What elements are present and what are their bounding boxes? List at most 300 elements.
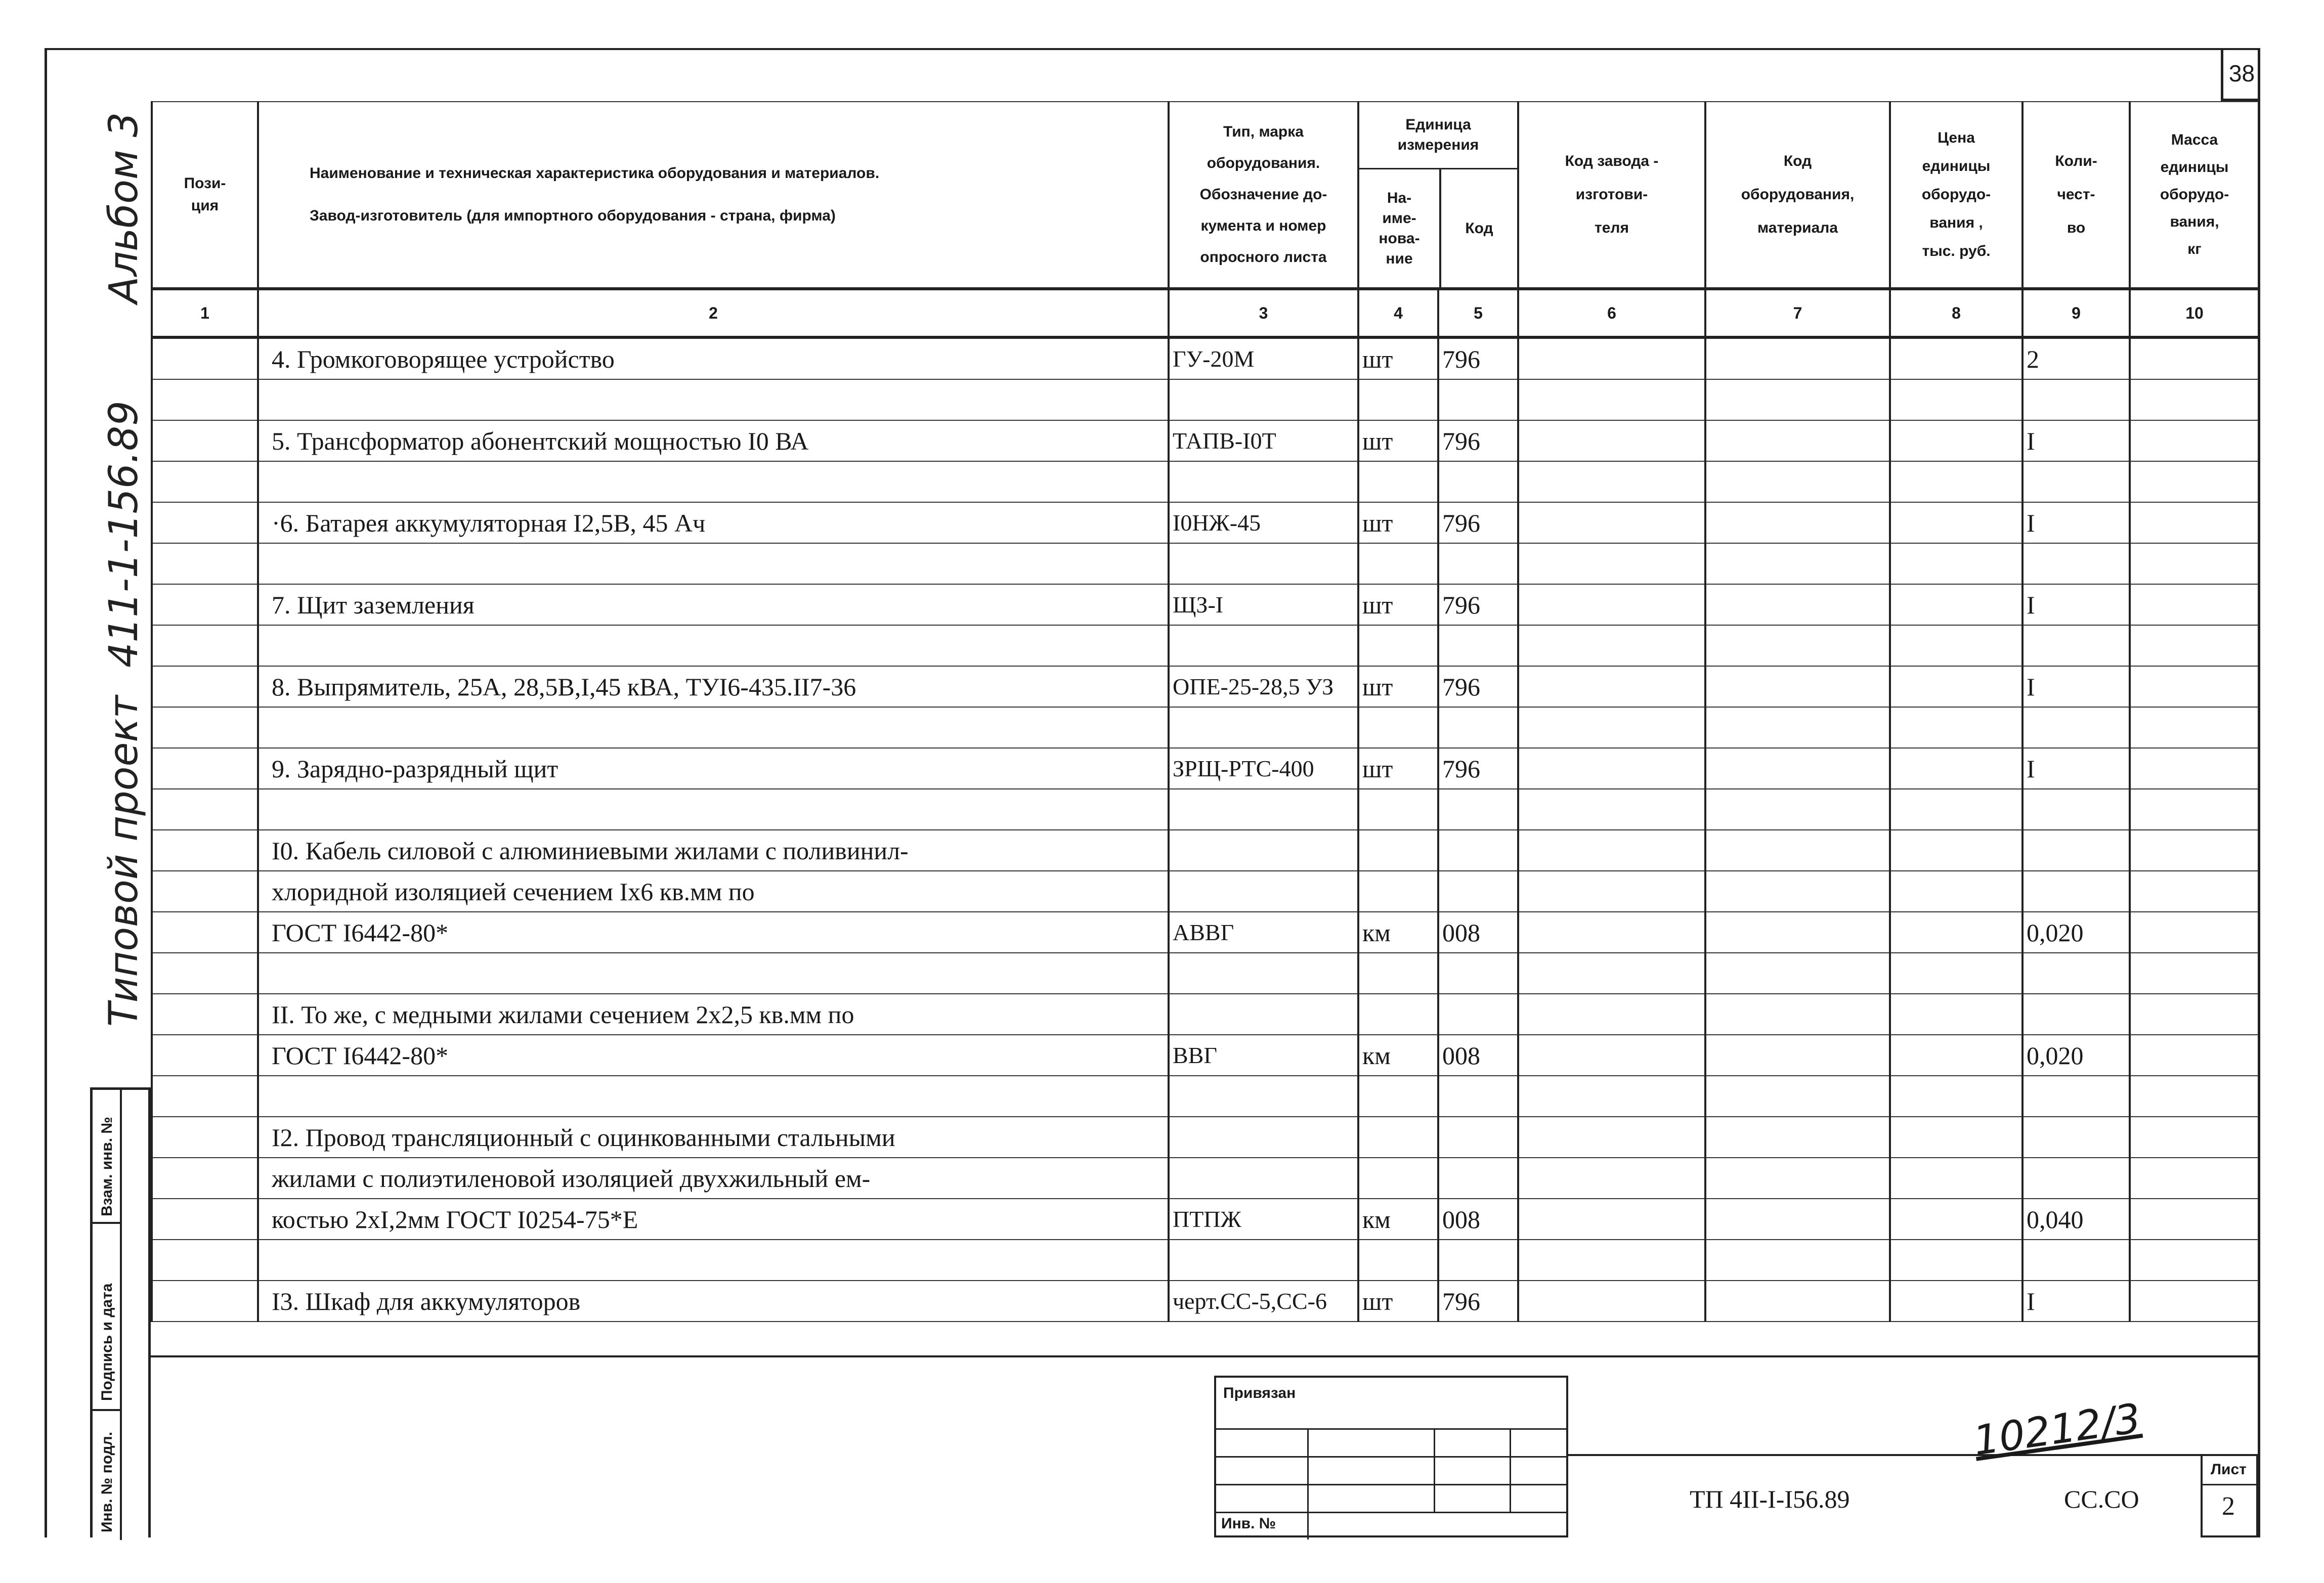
table-row	[152, 789, 2259, 830]
cell-unit: шт	[1358, 337, 1438, 379]
cell-qty	[2022, 379, 2130, 420]
col-number: 10	[2130, 289, 2259, 337]
cell-type: черт.СС-5,СС-6	[1169, 1281, 1358, 1322]
cell-name: ГОСТ I6442-80*	[258, 1035, 1169, 1076]
grid-line	[1510, 1428, 1511, 1512]
typical-project-title: Типовой проект	[101, 695, 147, 1027]
cell-pos	[152, 1076, 258, 1117]
cell-name: 4. Громкоговорящее устройство	[258, 337, 1169, 379]
cell-pos	[152, 830, 258, 871]
cell-plant	[1518, 543, 1705, 584]
cell-qty: 0,020	[2022, 1035, 2130, 1076]
header-unit-name: На- име- нова- ние	[1359, 169, 1441, 287]
cell-qty	[2022, 994, 2130, 1035]
privyazan-block	[1214, 1376, 1568, 1537]
table-row	[152, 502, 2259, 543]
cell-unit: шт	[1358, 748, 1438, 789]
cell-plant	[1518, 1199, 1705, 1240]
cell-code	[1438, 1076, 1518, 1117]
cell-unit	[1358, 1240, 1438, 1281]
cell-equip	[1705, 1240, 1890, 1281]
cell-pos	[152, 912, 258, 953]
cell-plant	[1518, 420, 1705, 461]
stamp-sign-date-label: Подпись и дата	[99, 1283, 115, 1401]
cell-code: 796	[1438, 584, 1518, 625]
column-numbers-row	[152, 289, 2259, 337]
cell-unit	[1358, 461, 1438, 502]
cell-code	[1438, 789, 1518, 830]
cell-plant	[1518, 502, 1705, 543]
col-number: 7	[1705, 289, 1890, 337]
cell-equip	[1705, 625, 1890, 666]
cell-type	[1169, 830, 1358, 871]
cell-qty	[2022, 1076, 2130, 1117]
cell-price	[1890, 830, 2022, 871]
cell-mass	[2130, 1281, 2259, 1322]
cell-unit: шт	[1358, 502, 1438, 543]
cell-name: II. То же, с медными жилами сечением 2х2,5 кв.мм по	[258, 994, 1169, 1035]
cell-plant	[1518, 584, 1705, 625]
cell-name: 8. Выпрямитель, 25А, 28,5В,I,45 кВА, ТУI6-435.II7-36	[258, 666, 1169, 707]
cell-qty	[2022, 1117, 2130, 1158]
header-quantity: Коли- чест- во	[2022, 102, 2130, 289]
stamp-strip	[90, 1087, 151, 1537]
grid-line	[1216, 1456, 1566, 1458]
cell-unit	[1358, 871, 1438, 912]
cell-unit	[1358, 543, 1438, 584]
cell-equip	[1705, 748, 1890, 789]
table-row	[152, 1240, 2259, 1281]
cell-code	[1438, 379, 1518, 420]
table-row	[152, 830, 2259, 871]
header-position: Пози- ция	[152, 102, 258, 289]
table-row	[152, 379, 2259, 420]
cell-type: ЩЗ-I	[1169, 584, 1358, 625]
cell-mass	[2130, 502, 2259, 543]
cell-name	[258, 379, 1169, 420]
cell-mass	[2130, 1035, 2259, 1076]
cell-code	[1438, 871, 1518, 912]
cell-pos	[152, 584, 258, 625]
table-row	[152, 543, 2259, 584]
col-number: 9	[2022, 289, 2130, 337]
cell-price	[1890, 337, 2022, 379]
cell-qty: I	[2022, 502, 2130, 543]
cell-name: I2. Провод трансляционный с оцинкованными стальными	[258, 1117, 1169, 1158]
cell-plant	[1518, 830, 1705, 871]
cell-price	[1890, 502, 2022, 543]
table-row	[152, 707, 2259, 748]
cell-code: 796	[1438, 666, 1518, 707]
cell-pos	[152, 953, 258, 994]
header-unit	[1358, 102, 1518, 289]
cell-type	[1169, 379, 1358, 420]
cell-name: ·6. Батарея аккумуляторная I2,5В, 45 Ач	[258, 502, 1169, 543]
cell-name	[258, 625, 1169, 666]
table-body	[152, 337, 2259, 1322]
cell-type: ГУ-20М	[1169, 337, 1358, 379]
sheet-box	[2201, 1454, 2258, 1537]
document-code: ТП 4II-I-I56.89	[1690, 1485, 1850, 1513]
table-row	[152, 1281, 2259, 1322]
cell-qty	[2022, 543, 2130, 584]
cell-qty	[2022, 789, 2130, 830]
cell-price	[1890, 1158, 2022, 1199]
cell-plant	[1518, 871, 1705, 912]
cell-pos	[152, 337, 258, 379]
cell-unit: км	[1358, 1199, 1438, 1240]
table-row	[152, 1158, 2259, 1199]
cell-equip	[1705, 337, 1890, 379]
cell-qty: 2	[2022, 337, 2130, 379]
cell-type	[1169, 461, 1358, 502]
cell-mass	[2130, 584, 2259, 625]
cell-code: 796	[1438, 337, 1518, 379]
cell-equip	[1705, 420, 1890, 461]
cell-name: ГОСТ I6442-80*	[258, 912, 1169, 953]
table-row	[152, 666, 2259, 707]
cell-pos	[152, 502, 258, 543]
table-bottom-line	[151, 1355, 2258, 1357]
table-row	[152, 420, 2259, 461]
table-row	[152, 1035, 2259, 1076]
table-row	[152, 584, 2259, 625]
grid-line	[1216, 1484, 1566, 1485]
cell-mass	[2130, 994, 2259, 1035]
header-equipment-code: Код оборудования, материала	[1705, 102, 1890, 289]
cell-qty: I	[2022, 666, 2130, 707]
cell-price	[1890, 379, 2022, 420]
cell-equip	[1705, 994, 1890, 1035]
cell-pos	[152, 461, 258, 502]
cell-name: костью 2хI,2мм ГОСТ I0254-75*Е	[258, 1199, 1169, 1240]
cell-pos	[152, 543, 258, 584]
cell-code	[1438, 707, 1518, 748]
cell-mass	[2130, 789, 2259, 830]
cell-mass	[2130, 1117, 2259, 1158]
cell-price	[1890, 707, 2022, 748]
cell-code	[1438, 625, 1518, 666]
cell-equip	[1705, 1199, 1890, 1240]
cell-qty	[2022, 1240, 2130, 1281]
table-row	[152, 337, 2259, 379]
grid-line	[1434, 1428, 1435, 1512]
cell-equip	[1705, 1117, 1890, 1158]
cell-pos	[152, 1035, 258, 1076]
specification-table	[151, 101, 2260, 1322]
cell-mass	[2130, 625, 2259, 666]
cell-unit	[1358, 625, 1438, 666]
cell-pos	[152, 1117, 258, 1158]
stamp-vzam-inv-label: Взам. инв. №	[99, 1117, 115, 1216]
cell-name	[258, 461, 1169, 502]
col-number: 5	[1438, 289, 1518, 337]
project-number: 411-1-156.89	[101, 401, 147, 668]
cell-price	[1890, 748, 2022, 789]
cell-price	[1890, 994, 2022, 1035]
corner-sheet-number: 38	[2221, 48, 2260, 101]
cell-price	[1890, 789, 2022, 830]
cell-equip	[1705, 871, 1890, 912]
cell-mass	[2130, 953, 2259, 994]
cell-code: 008	[1438, 1199, 1518, 1240]
cell-plant	[1518, 748, 1705, 789]
cell-plant	[1518, 1035, 1705, 1076]
col-number: 1	[152, 289, 258, 337]
cell-plant	[1518, 666, 1705, 707]
cell-plant	[1518, 1076, 1705, 1117]
cell-type: ТАПВ-I0Т	[1169, 420, 1358, 461]
cell-code: 796	[1438, 1281, 1518, 1322]
inv-no-label: Инв. №	[1221, 1515, 1276, 1532]
cell-qty: 0,020	[2022, 912, 2130, 953]
cell-type	[1169, 707, 1358, 748]
cell-plant	[1518, 994, 1705, 1035]
cell-code	[1438, 830, 1518, 871]
title-block-line	[1568, 1454, 2258, 1456]
cell-mass	[2130, 666, 2259, 707]
table-row	[152, 1117, 2259, 1158]
cell-pos	[152, 707, 258, 748]
table-row	[152, 461, 2259, 502]
cell-name: хлоридной изоляцией сечением Iх6 кв.мм по	[258, 871, 1169, 912]
cell-unit: шт	[1358, 666, 1438, 707]
cell-price	[1890, 1281, 2022, 1322]
grid-line	[2203, 1484, 2256, 1485]
album-title: Альбом 3	[101, 112, 147, 303]
header-type: Тип, марка оборудования. Обозначение до- кумента и номер опросного листа	[1169, 102, 1358, 289]
cell-price	[1890, 1076, 2022, 1117]
cell-price	[1890, 1199, 2022, 1240]
header-unit-code: Код	[1465, 219, 1493, 237]
cell-unit	[1358, 789, 1438, 830]
cell-name: I3. Шкаф для аккумуляторов	[258, 1281, 1169, 1322]
cell-plant	[1518, 1158, 1705, 1199]
table-header	[152, 102, 2259, 289]
cell-qty	[2022, 1158, 2130, 1199]
cell-qty: I	[2022, 584, 2130, 625]
table-row	[152, 1076, 2259, 1117]
cell-unit: шт	[1358, 1281, 1438, 1322]
cell-name	[258, 707, 1169, 748]
cell-code	[1438, 994, 1518, 1035]
cell-pos	[152, 789, 258, 830]
cell-type: ВВГ	[1169, 1035, 1358, 1076]
cell-name	[258, 1076, 1169, 1117]
cell-mass	[2130, 461, 2259, 502]
cell-equip	[1705, 1035, 1890, 1076]
cell-type	[1169, 543, 1358, 584]
sheet-label: Лист	[2211, 1461, 2247, 1478]
cell-type	[1169, 1076, 1358, 1117]
cell-code: 796	[1438, 502, 1518, 543]
cell-unit: шт	[1358, 420, 1438, 461]
cell-unit	[1358, 1076, 1438, 1117]
header-mass: Масса единицы оборудо- вания, кг	[2130, 102, 2259, 289]
cell-type	[1169, 1158, 1358, 1199]
cell-name: 7. Щит заземления	[258, 584, 1169, 625]
cell-code	[1438, 1117, 1518, 1158]
cell-mass	[2130, 748, 2259, 789]
cell-unit	[1358, 379, 1438, 420]
cell-qty	[2022, 461, 2130, 502]
privyazan-label: Привязан	[1223, 1385, 1296, 1401]
cell-equip	[1705, 789, 1890, 830]
cell-mass	[2130, 707, 2259, 748]
col-number: 2	[258, 289, 1169, 337]
cell-mass	[2130, 1240, 2259, 1281]
cell-plant	[1518, 1281, 1705, 1322]
table-row	[152, 994, 2259, 1035]
cell-equip	[1705, 379, 1890, 420]
cell-price	[1890, 666, 2022, 707]
grid-line	[1307, 1428, 1309, 1540]
cell-type: I0НЖ-45	[1169, 502, 1358, 543]
cell-type	[1169, 953, 1358, 994]
cell-qty	[2022, 953, 2130, 994]
table-row	[152, 912, 2259, 953]
cell-name: 9. Зарядно-разрядный щит	[258, 748, 1169, 789]
cell-unit	[1358, 707, 1438, 748]
cell-plant	[1518, 461, 1705, 502]
cell-plant	[1518, 1240, 1705, 1281]
cell-unit	[1358, 1158, 1438, 1199]
cell-equip	[1705, 1281, 1890, 1322]
cell-qty	[2022, 830, 2130, 871]
cell-unit	[1358, 830, 1438, 871]
cell-pos	[152, 379, 258, 420]
cell-equip	[1705, 543, 1890, 584]
cell-qty	[2022, 625, 2130, 666]
cell-pos	[152, 994, 258, 1035]
cell-code	[1438, 1240, 1518, 1281]
cell-qty: I	[2022, 748, 2130, 789]
stamp-inv-podl-label: Инв. № подл.	[99, 1431, 115, 1532]
cell-mass	[2130, 912, 2259, 953]
cell-price	[1890, 461, 2022, 502]
cell-code: 008	[1438, 1035, 1518, 1076]
cell-type: ПТПЖ	[1169, 1199, 1358, 1240]
table-row	[152, 1199, 2259, 1240]
cell-pos	[152, 871, 258, 912]
cell-code	[1438, 461, 1518, 502]
cell-pos	[152, 666, 258, 707]
cell-equip	[1705, 1076, 1890, 1117]
cell-pos	[152, 1240, 258, 1281]
cell-plant	[1518, 379, 1705, 420]
cell-mass	[2130, 871, 2259, 912]
cell-type	[1169, 1240, 1358, 1281]
cell-type	[1169, 789, 1358, 830]
cell-price	[1890, 543, 2022, 584]
cell-equip	[1705, 912, 1890, 953]
cell-mass	[2130, 1076, 2259, 1117]
cell-type: АВВГ	[1169, 912, 1358, 953]
cell-unit: км	[1358, 912, 1438, 953]
cell-unit: км	[1358, 1035, 1438, 1076]
cell-equip	[1705, 830, 1890, 871]
table-row	[152, 871, 2259, 912]
cell-type	[1169, 1117, 1358, 1158]
cell-pos	[152, 748, 258, 789]
cell-equip	[1705, 707, 1890, 748]
handwritten-number: 10212/3	[1970, 1394, 2144, 1465]
grid-line	[1216, 1428, 1566, 1430]
cell-plant	[1518, 625, 1705, 666]
cell-type	[1169, 994, 1358, 1035]
sheet-number: 2	[2222, 1492, 2235, 1521]
cell-plant	[1518, 1117, 1705, 1158]
cell-mass	[2130, 1158, 2259, 1199]
cell-equip	[1705, 953, 1890, 994]
cell-pos	[152, 1158, 258, 1199]
header-unit-title: Единица измерения	[1359, 102, 1517, 169]
cell-price	[1890, 420, 2022, 461]
cell-type	[1169, 871, 1358, 912]
cell-unit	[1358, 953, 1438, 994]
cell-equip	[1705, 584, 1890, 625]
col-number: 6	[1518, 289, 1705, 337]
cell-plant	[1518, 707, 1705, 748]
cell-price	[1890, 1035, 2022, 1076]
cell-price	[1890, 625, 2022, 666]
cell-pos	[152, 420, 258, 461]
cell-qty: 0,040	[2022, 1199, 2130, 1240]
header-price: Цена единицы оборудо- вания , тыс. руб.	[1890, 102, 2022, 289]
cell-price	[1890, 912, 2022, 953]
table-row	[152, 953, 2259, 994]
header-plant-code: Код завода - изготови- теля	[1518, 102, 1705, 289]
cell-price	[1890, 1240, 2022, 1281]
cell-code	[1438, 543, 1518, 584]
table-row	[152, 625, 2259, 666]
cell-code: 796	[1438, 748, 1518, 789]
col-number: 8	[1890, 289, 2022, 337]
cell-pos	[152, 1281, 258, 1322]
cell-price	[1890, 1117, 2022, 1158]
cell-qty: I	[2022, 1281, 2130, 1322]
cell-type: ОПЕ-25-28,5 УЗ	[1169, 666, 1358, 707]
cell-qty	[2022, 871, 2130, 912]
cell-code	[1438, 953, 1518, 994]
cell-equip	[1705, 461, 1890, 502]
cell-code: 008	[1438, 912, 1518, 953]
table-row	[152, 748, 2259, 789]
document-mark: СС.СО	[2064, 1485, 2139, 1513]
cell-mass	[2130, 337, 2259, 379]
cell-name: 5. Трансформатор абонентский мощностью I0 ВА	[258, 420, 1169, 461]
cell-type: ЗРЩ-РТС-400	[1169, 748, 1358, 789]
cell-name: I0. Кабель силовой с алюминиевыми жилами с поливинил-	[258, 830, 1169, 871]
cell-mass	[2130, 379, 2259, 420]
cell-price	[1890, 953, 2022, 994]
cell-name: жилами с полиэтиленовой изоляцией двухжильный ем-	[258, 1158, 1169, 1199]
cell-name	[258, 789, 1169, 830]
cell-qty	[2022, 707, 2130, 748]
cell-mass	[2130, 1199, 2259, 1240]
cell-pos	[152, 1199, 258, 1240]
header-name: Наименование и техническая характеристика оборудования и материалов. Завод-изготовитель (для импортного оборудования - страна, фирма)	[258, 102, 1169, 289]
cell-equip	[1705, 666, 1890, 707]
cell-price	[1890, 871, 2022, 912]
cell-equip	[1705, 502, 1890, 543]
cell-name	[258, 953, 1169, 994]
col-number: 3	[1169, 289, 1358, 337]
cell-qty: I	[2022, 420, 2130, 461]
cell-code: 796	[1438, 420, 1518, 461]
cell-mass	[2130, 420, 2259, 461]
cell-plant	[1518, 789, 1705, 830]
